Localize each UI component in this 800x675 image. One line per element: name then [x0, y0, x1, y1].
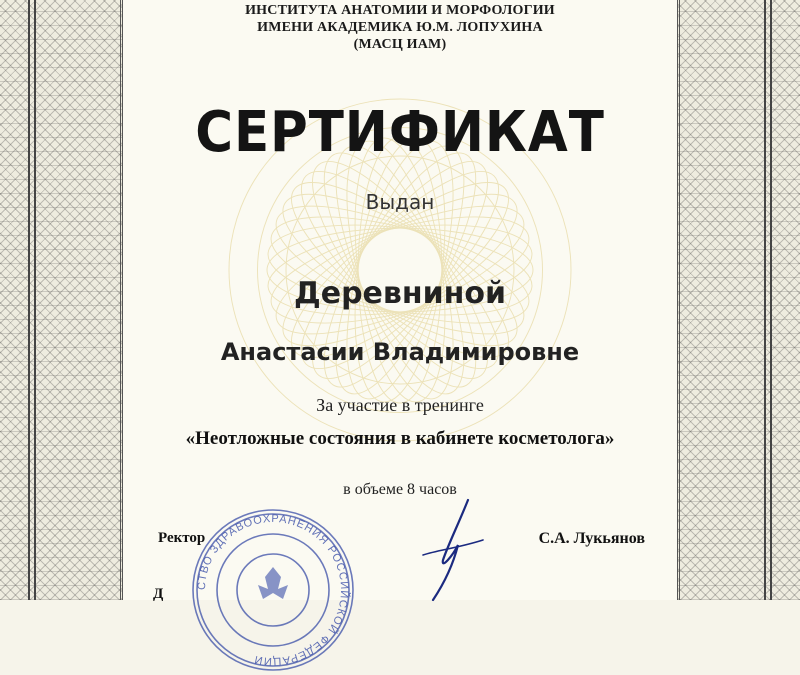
- organization-header: [123, 2, 677, 53]
- recipient-surname: Деревниной: [294, 276, 506, 311]
- issued-label: Выдан: [365, 190, 435, 214]
- participation-label: За участие в тренинге: [316, 395, 484, 415]
- certificate-title: СЕРТИФИКАТ: [195, 100, 605, 165]
- course-title: «Неотложные состояния в кабинете косметолога»: [185, 428, 615, 449]
- certificate-paper: [123, 0, 677, 668]
- stamp-ring-text: СТВО ЗДРАВООХРАНЕНИЯ РОССИЙСКОЙ ФЕДЕРАЦИИ: [195, 512, 351, 668]
- org-line-3: (МАСЦ ИАМ): [353, 37, 447, 52]
- right-ornamental-border: [677, 0, 800, 600]
- org-line-1: ИНСТИТУТА АНАТОМИИ И МОРФОЛОГИИ: [245, 3, 555, 18]
- official-seal-stamp: [188, 505, 358, 675]
- left-ornamental-border: [0, 0, 123, 600]
- bottom-signatory-label: Д: [153, 586, 164, 602]
- recipient-given-names: Анастасии Владимировне: [220, 338, 580, 366]
- rector-signature: [413, 500, 513, 600]
- rector-name: С.А. Лукьянов: [538, 530, 645, 547]
- org-line-2: ИМЕНИ АКАДЕМИКА Ю.М. ЛОПУХИНА: [257, 20, 543, 35]
- course-volume: в объеме 8 часов: [343, 481, 457, 498]
- rector-label: Ректор: [158, 530, 206, 546]
